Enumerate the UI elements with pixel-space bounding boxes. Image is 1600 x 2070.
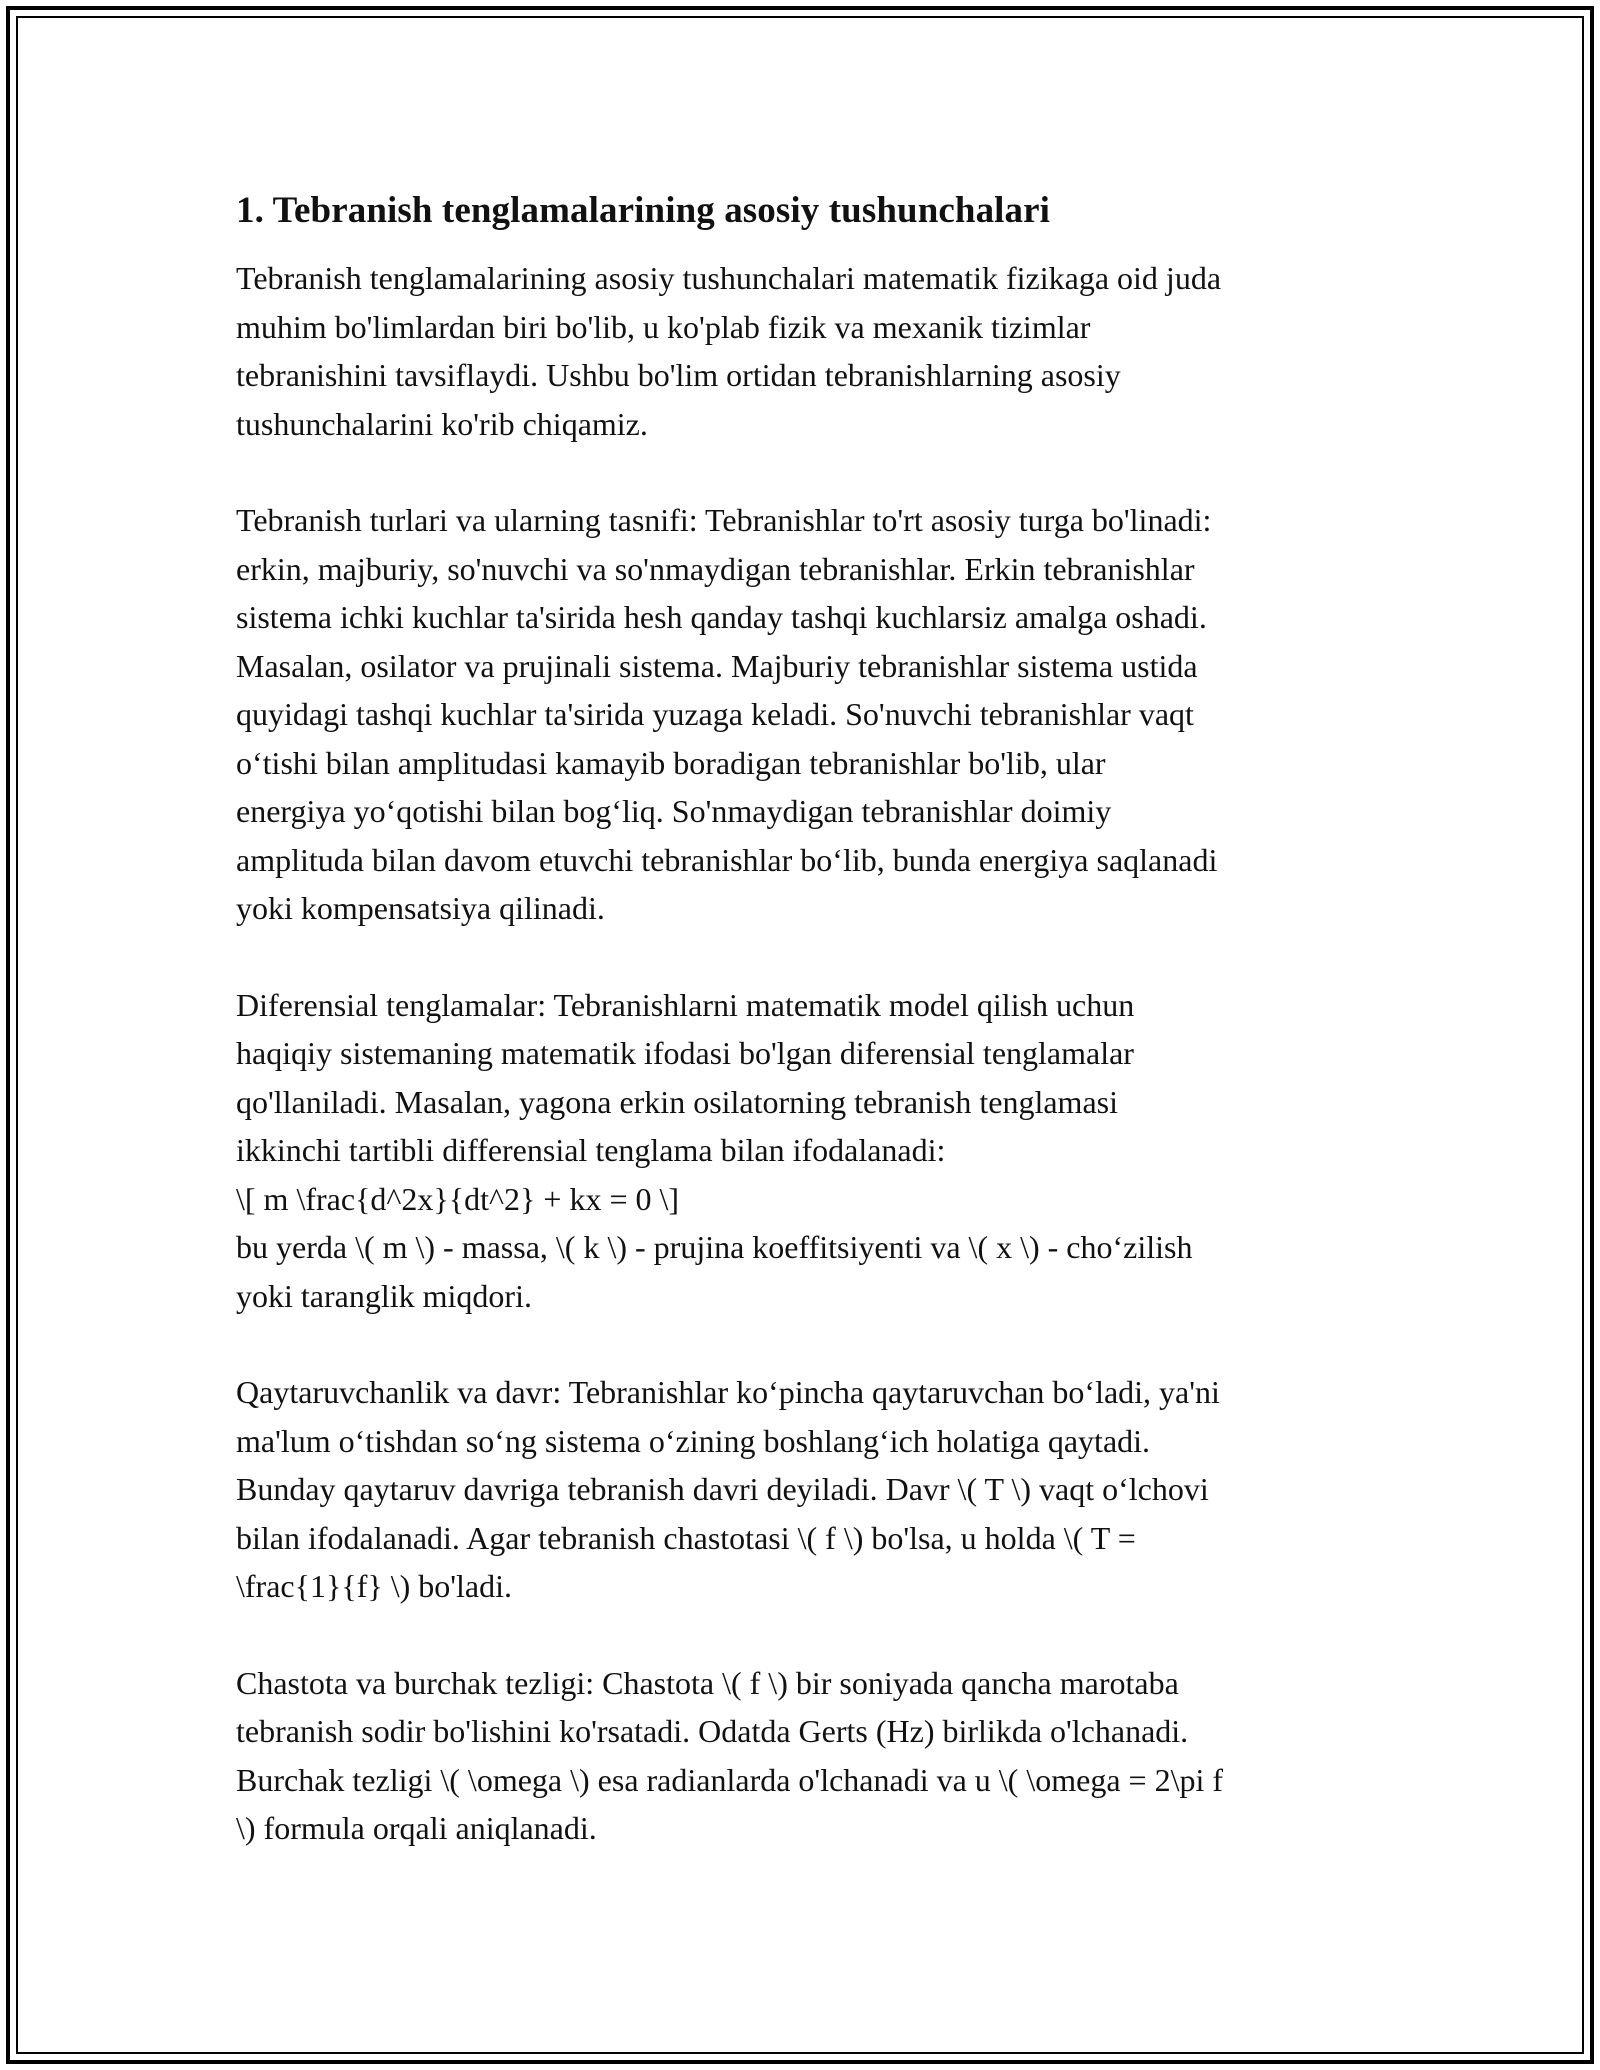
paragraph-intro: Tebranish tenglamalarining asosiy tushunchalari matematik fizikaga oid juda muhim bo'limlardan biri bo'lib, u ko'plab fizik va mexanik tizimlar tebranishini tavsiflaydi. Ushbu bo'lim ortidan tebranishlarning asosiy tushunchalarini ko'rib chiqamiz. (236, 260, 1222, 442)
document-body (236, 186, 1386, 1901)
paragraph-frequency: Chastota va burchak tezligi: Chastota \( f \) bir soniyada qancha marotaba tebranish sodir bo'lishini ko'rsatadi. Odatda Gerts (Hz) birlikda o'lchanadi. Burchak tezligi \( \omega \) esa radianlarda o'lchanadi va u \( \omega = 2\pi f \) formula orqali aniqlanadi. (236, 1664, 1223, 1846)
section-title: 1. Tebranish tenglamalarining asosiy tushunchalari (236, 190, 1051, 231)
paragraph-types: Tebranish turlari va ularning tasnifi: Tebranishlar to'rt asosiy turga bo'linadi: erkin, majburiy, so'nuvchi va so'nmaydigan tebranishlar. Erkin tebranishlar sistema ichki kuchlar ta'sirida hesh qanday tashqi kuchlarsiz amalga oshadi. Masalan, osilator va prujinali sistema. Majburiy tebranishlar sistema ustida quyidagi tashqi kuchlar ta'sirida yuzaga keladi. So'nuvchi tebranishlar vaqt o‘tishi bilan amplitudasi kamayib boradigan tebranishlar bo'lib, ular energiya yo‘qotishi bilan bog‘liq. So'nmaydigan tebranishlar doimiy amplituda bilan davom etuvchi tebranishlar bo‘lib, bunda energiya saqlanadi yoki kompensatsiya qilinadi. (236, 502, 1218, 926)
paragraph-differential-equations: Diferensial tenglamalar: Tebranishlarni matematik model qilish uchun haqiqiy sistemaning matematik ifodasi bo'lgan diferensial tenglamalar qo'llaniladi. Masalan, yagona erkin osilatorning tebranish tenglamasi ikkinchi tartibli differensial tenglama bilan ifodalanadi: \[ m \frac{d^2x}{dt^2} + kx = 0 \] bu yerda \( m \) - massa, \( k \) - prujina koeffitsiyenti va \( x \) - cho‘zilish yoki taranglik miqdori. (236, 986, 1193, 1314)
paragraph-period: Qaytaruvchanlik va davr: Tebranishlar ko‘pincha qaytaruvchan bo‘ladi, ya'ni ma'lum o‘tishdan so‘ng sistema o‘zining boshlang‘ich holatiga qaytadi. Bunday qaytaruv davriga tebranish davri deyiladi. Davr \( T \) vaqt o‘lchovi bilan ifodalanadi. Agar tebranish chastotasi \( f \) bo'lsa, u holda \( T = \frac{1}{f} \) bo'ladi. (236, 1374, 1220, 1604)
